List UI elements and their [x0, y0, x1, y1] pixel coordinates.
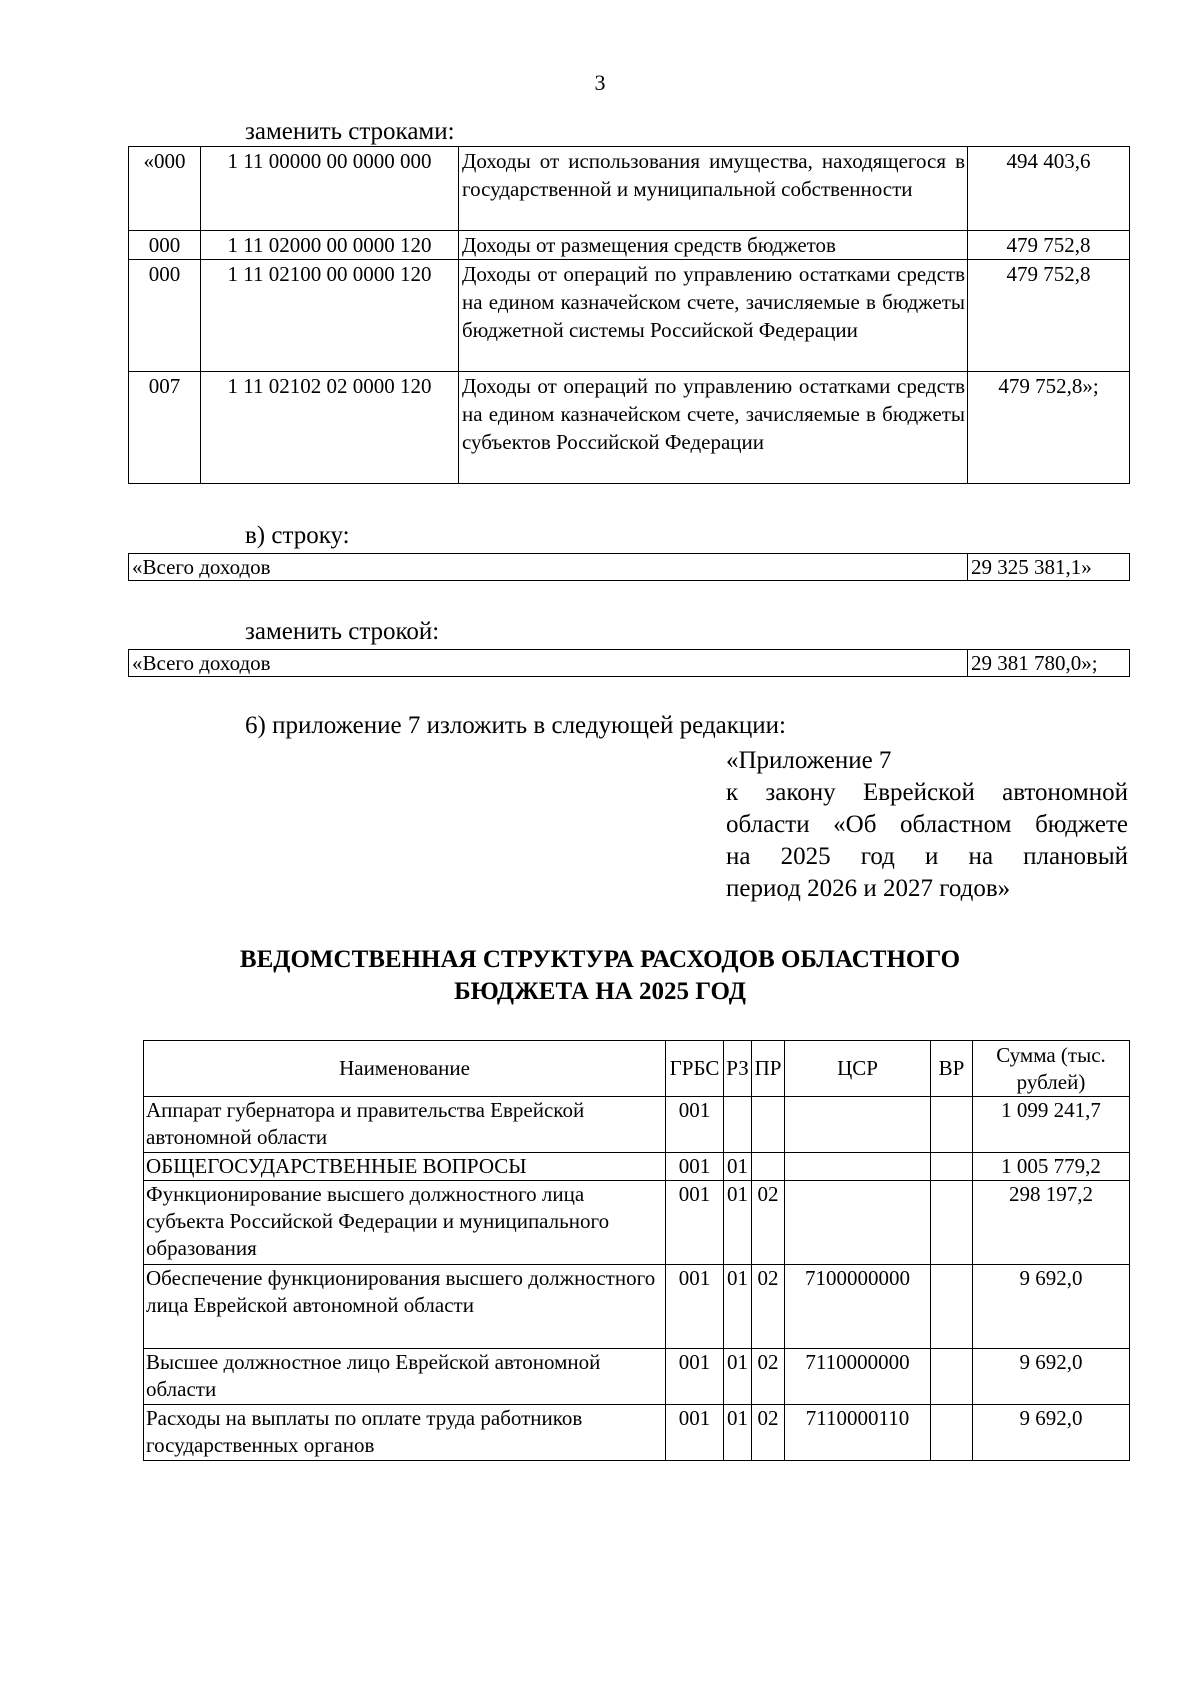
- table-row: [144, 1097, 1130, 1153]
- header-rz: РЗ: [724, 1041, 752, 1097]
- row-name: ОБЩЕГОСУДАРСТВЕННЫЕ ВОПРОСЫ: [144, 1153, 666, 1181]
- table-row: [129, 231, 1130, 260]
- row-csr: [785, 1097, 931, 1153]
- section-intro-replace-row: заменить строкой:: [245, 618, 440, 645]
- admin-code: «000: [129, 147, 201, 231]
- header-vr: ВР: [931, 1041, 973, 1097]
- table-row: [129, 650, 1130, 677]
- header-grbs: ГРБС: [666, 1041, 724, 1097]
- income-sum: 479 752,8: [968, 231, 1130, 260]
- row-grbs: 001: [666, 1349, 724, 1405]
- income-name: Доходы от размещения средств бюджетов: [459, 231, 968, 260]
- row-name: Аппарат губернатора и правительства Еврейской автономной области: [144, 1097, 666, 1153]
- row-sum: 9 692,0: [973, 1405, 1130, 1461]
- income-sum: 494 403,6: [968, 147, 1130, 231]
- row-csr: [785, 1153, 931, 1181]
- income-table: [128, 146, 1130, 484]
- budget-code: 1 11 02000 00 0000 120: [201, 231, 459, 260]
- table-row: [144, 1405, 1130, 1461]
- budget-code: 1 11 02100 00 0000 120: [201, 260, 459, 372]
- row-name: Обеспечение функционирования высшего должностного лица Еврейской автономной области: [144, 1265, 666, 1349]
- row-sum: 298 197,2: [973, 1181, 1130, 1265]
- total-label: «Всего доходов: [129, 554, 968, 581]
- row-pr: 02: [752, 1265, 785, 1349]
- income-sum: 479 752,8»;: [968, 372, 1130, 484]
- table-row: [129, 554, 1130, 581]
- row-rz: 01: [724, 1181, 752, 1265]
- row-pr: [752, 1153, 785, 1181]
- row-vr: [931, 1097, 973, 1153]
- row-sum: 9 692,0: [973, 1349, 1130, 1405]
- total-income-new-table: [128, 649, 1130, 677]
- income-sum: 479 752,8: [968, 260, 1130, 372]
- row-pr: 02: [752, 1349, 785, 1405]
- section-intro-row: в) строку:: [245, 522, 350, 549]
- row-sum: 1 099 241,7: [973, 1097, 1130, 1153]
- row-vr: [931, 1181, 973, 1265]
- total-value: 29 325 381,1»: [968, 554, 1130, 581]
- row-rz: 01: [724, 1405, 752, 1461]
- income-name: Доходы от операций по управлению остатками средств на едином казначейском счете, зачисляемые в бюджеты бюджетной системы Российской Федерации: [459, 260, 968, 372]
- table-row: [144, 1265, 1130, 1349]
- income-name: Доходы от использования имущества, находящегося в государственной и муниципальной собственности: [459, 147, 968, 231]
- row-csr: 7100000000: [785, 1265, 931, 1349]
- row-name: Расходы на выплаты по оплате труда работников государственных органов: [144, 1405, 666, 1461]
- total-value: 29 381 780,0»;: [968, 650, 1130, 677]
- row-rz: 01: [724, 1153, 752, 1181]
- budget-code: 1 11 02102 02 0000 120: [201, 372, 459, 484]
- admin-code: 007: [129, 372, 201, 484]
- expenditure-table: [143, 1040, 1130, 1461]
- income-name: Доходы от операций по управлению остатками средств на едином казначейском счете, зачисляемые в бюджеты субъектов Российской Федерации: [459, 372, 968, 484]
- section-intro-appendix: 6) приложение 7 изложить в следующей редакции:: [245, 712, 786, 739]
- total-label: «Всего доходов: [129, 650, 968, 677]
- page-number: 3: [594, 70, 606, 95]
- header-sum: Сумма (тыс. рублей): [973, 1041, 1130, 1097]
- row-vr: [931, 1349, 973, 1405]
- row-grbs: 001: [666, 1153, 724, 1181]
- row-csr: [785, 1181, 931, 1265]
- row-pr: [752, 1097, 785, 1153]
- row-rz: 01: [724, 1349, 752, 1405]
- row-sum: 1 005 779,2: [973, 1153, 1130, 1181]
- row-pr: 02: [752, 1405, 785, 1461]
- table-row: [129, 260, 1130, 372]
- row-sum: 9 692,0: [973, 1265, 1130, 1349]
- table-row: [129, 372, 1130, 484]
- row-vr: [931, 1153, 973, 1181]
- header-pr: ПР: [752, 1041, 785, 1097]
- section-intro-replace-rows: заменить строками:: [245, 118, 455, 145]
- row-csr: 7110000110: [785, 1405, 931, 1461]
- header-name: Наименование: [144, 1041, 666, 1097]
- appendix-line: к закону Еврейской автономной: [726, 779, 1128, 806]
- row-pr: 02: [752, 1181, 785, 1265]
- title-line: БЮДЖЕТА НА 2025 ГОД: [454, 978, 746, 1005]
- title-line: ВЕДОМСТВЕННАЯ СТРУКТУРА РАСХОДОВ ОБЛАСТНОГО: [239, 946, 961, 973]
- table-row: [129, 147, 1130, 231]
- header-row: [144, 1041, 1130, 1097]
- appendix-line: период 2026 и 2027 годов»: [726, 875, 1011, 902]
- table-row: [144, 1349, 1130, 1405]
- budget-code: 1 11 00000 00 0000 000: [201, 147, 459, 231]
- row-rz: 01: [724, 1265, 752, 1349]
- table-row: [144, 1181, 1130, 1265]
- appendix-line: области «Об областном бюджете: [726, 811, 1128, 838]
- row-grbs: 001: [666, 1181, 724, 1265]
- header-csr: ЦСР: [785, 1041, 931, 1097]
- row-grbs: 001: [666, 1405, 724, 1461]
- row-vr: [931, 1265, 973, 1349]
- admin-code: 000: [129, 260, 201, 372]
- total-income-old-table: [128, 553, 1130, 581]
- row-name: Функционирование высшего должностного лица субъекта Российской Федерации и муниципального образования: [144, 1181, 666, 1265]
- row-name: Высшее должностное лицо Еврейской автономной области: [144, 1349, 666, 1405]
- table-row: [144, 1153, 1130, 1181]
- row-vr: [931, 1405, 973, 1461]
- appendix-line: на 2025 год и на плановый: [726, 843, 1128, 870]
- admin-code: 000: [129, 231, 201, 260]
- appendix-caption: [726, 745, 1128, 905]
- appendix-line: «Приложение 7: [726, 747, 892, 774]
- row-grbs: 001: [666, 1097, 724, 1153]
- row-csr: 7110000000: [785, 1349, 931, 1405]
- document-title: [0, 944, 1200, 1008]
- row-grbs: 001: [666, 1265, 724, 1349]
- row-rz: [724, 1097, 752, 1153]
